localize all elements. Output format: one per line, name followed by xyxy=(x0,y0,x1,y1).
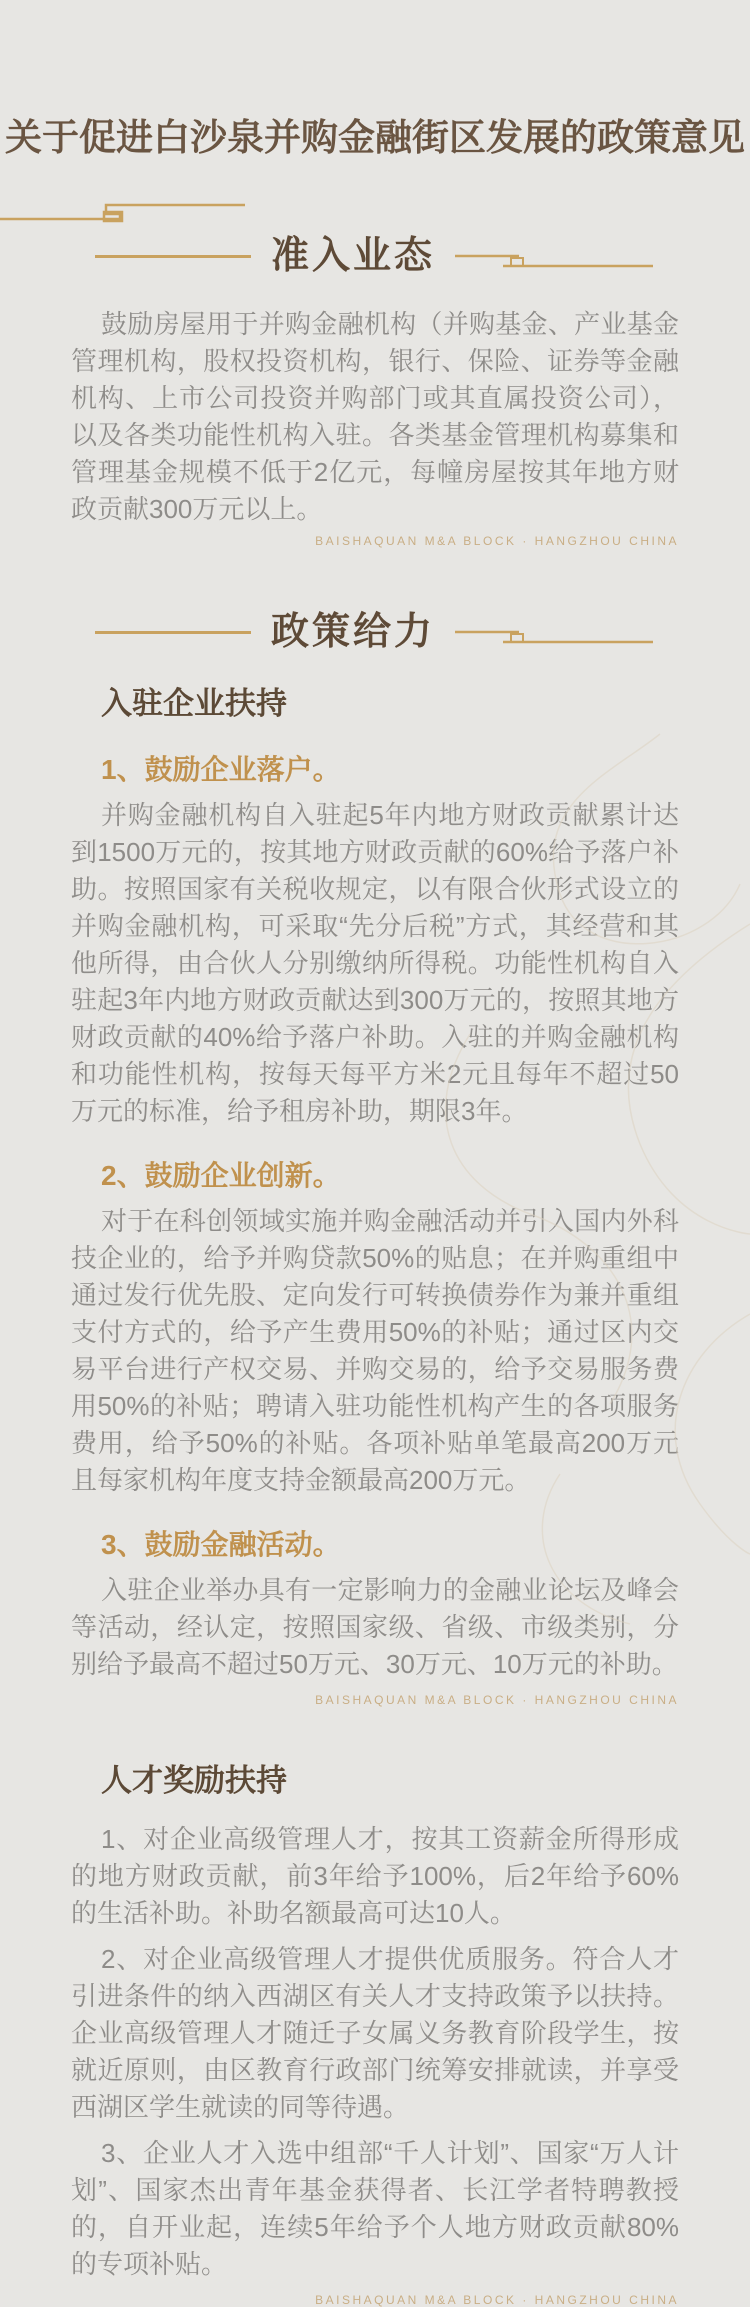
policy-content xyxy=(0,684,750,2307)
talent-paragraph-1: 1、对企业高级管理人才，按其工资薪金所得形成的地方财政贡献，前3年给予100%，后2年给予60%的生活补助。补助名额最高可达10人。 xyxy=(71,1824,679,1928)
header-line-left xyxy=(95,631,251,634)
section-header-policy xyxy=(0,606,750,658)
watermark-text: BAISHAQUAN M&A BLOCK · HANGZHOU CHINA xyxy=(315,1693,679,1707)
watermark-text: BAISHAQUAN M&A BLOCK · HANGZHOU CHINA xyxy=(315,534,679,548)
section-heading-access: 准入业态 xyxy=(270,235,435,277)
header-ornament-right xyxy=(455,243,655,269)
item-body-innovate: 对于在科创领域实施并购金融活动并引入国内外科技企业的，给予并购贷款50%的贴息；在并购重组中通过发行优先股、定向发行可转换债券作为兼并重组支付方式的，给予产生费用50%的补贴；通过区内交易平台进行产权交易、并购交易的，给予交易服务费用50%的补贴；聘请入驻功能性机构产生的各项服务费用，给予50%的补贴。各项补贴单笔最高200万元且每家机构年度支持金额最高200万元。 xyxy=(71,1206,679,1495)
section-heading-policy: 政策给力 xyxy=(270,611,435,653)
header-line-left xyxy=(95,255,251,258)
item-label-innovate: 2、鼓励企业创新。 xyxy=(101,1160,341,1191)
page-title: 关于促进白沙泉并购金融街区发展的政策意见 xyxy=(5,117,745,158)
header-ornament-right xyxy=(455,619,655,645)
talent-paragraph-3: 3、企业人才入选中组部“千人计划”、国家“万人计划”、国家杰出青年基金获得者、长江学者特聘教授的，自开业起，连续5年给予个人地方财政贡献80%的专项补贴。 xyxy=(71,2138,679,2279)
item-body-finance-activity: 入驻企业举办具有一定影响力的金融业论坛及峰会等活动，经认定，按照国家级、省级、市级类别，分别给予最高不超过50万元、30万元、10万元的补助。 xyxy=(71,1575,679,1679)
item-label-finance-activity: 3、鼓励金融活动。 xyxy=(101,1529,341,1560)
section-header-access xyxy=(0,230,750,282)
watermark-text: BAISHAQUAN M&A BLOCK · HANGZHOU CHINA xyxy=(315,2293,679,2307)
policy-poster xyxy=(0,114,750,2307)
top-border-ornament xyxy=(0,200,245,224)
intro-paragraph: 鼓励房屋用于并购金融机构（并购基金、产业基金管理机构，股权投资机构，银行、保险、证券等金融机构、上市公司投资并购部门或其直属投资公司），以及各类功能性机构入驻。各类基金管理机构募集和管理基金规模不低于2亿元，每幢房屋按其年地方财政贡献300万元以上。 xyxy=(71,309,679,524)
talent-paragraph-2: 2、对企业高级管理人才提供优质服务。符合人才引进条件的纳入西湖区有关人才支持政策予以扶持。企业高级管理人才随迁子女属义务教育阶段学生，按就近原则，由区教育行政部门统筹安排就读，并享受西湖区学生就读的同等待遇。 xyxy=(71,1944,679,2122)
item-body-settle: 并购金融机构自入驻起5年内地方财政贡献累计达到1500万元的，按其地方财政贡献的60%给予落户补助。按照国家有关税收规定，以有限合伙形式设立的并购金融机构，可采取“先分后税”方式，其经营和其他所得，由合伙人分别缴纳所得税。功能性机构自入驻起3年内地方财政贡献达到300万元的，按照其地方财政贡献的40%给予落户补助。入驻的并购金融机构和功能性机构，按每天每平方米2元且每年不超过50万元的标准，给予租房补助，期限3年。 xyxy=(71,800,679,1126)
subsection-title-enterprise: 入驻企业扶持 xyxy=(101,686,287,721)
item-label-settle: 1、鼓励企业落户。 xyxy=(101,754,341,785)
subsection-title-talent: 人才奖励扶持 xyxy=(101,1763,287,1798)
